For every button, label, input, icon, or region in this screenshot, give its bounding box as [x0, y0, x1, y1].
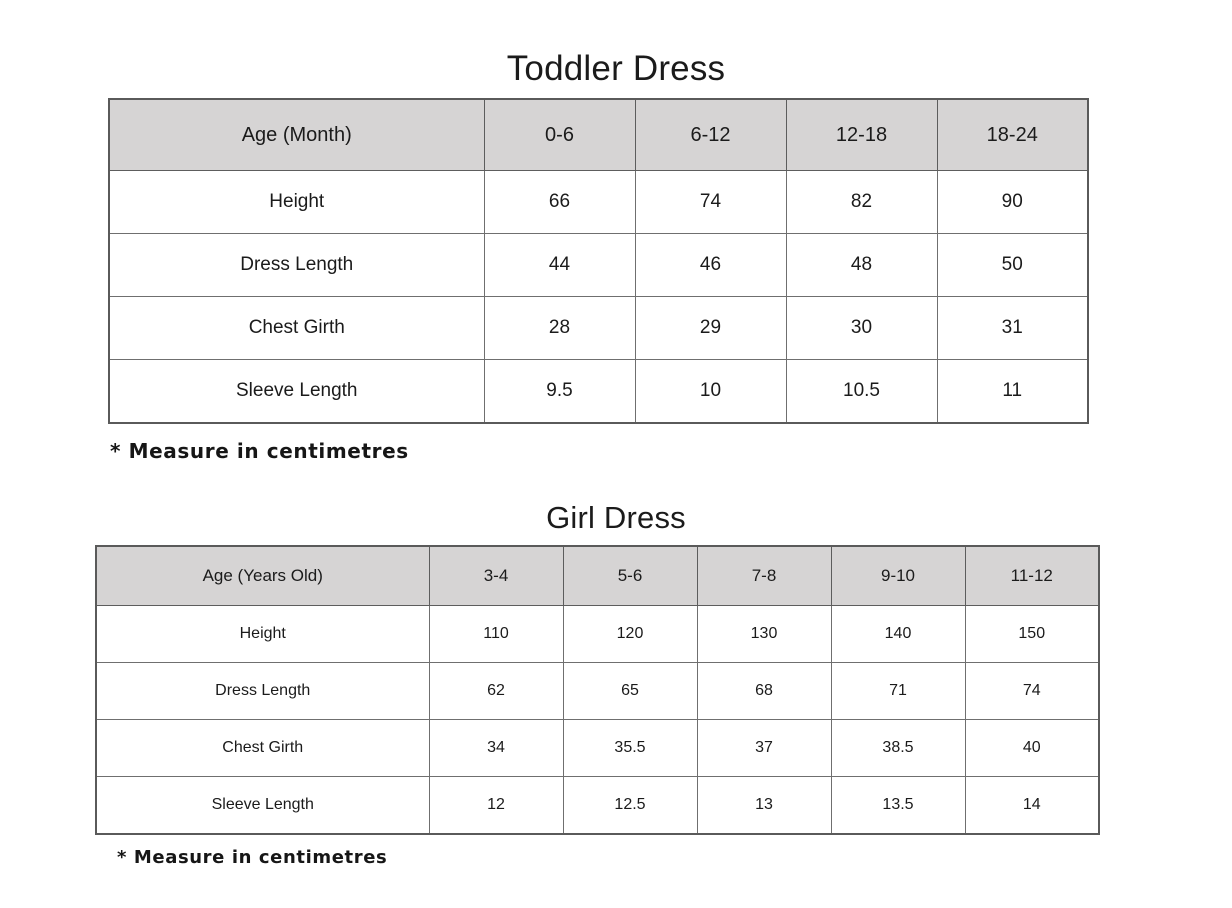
table-cell: 50	[937, 234, 1088, 297]
column-header-18-24: 18-24	[937, 99, 1088, 171]
column-header-9-10: 9-10	[831, 546, 965, 606]
column-header-5-6: 5-6	[563, 546, 697, 606]
table-cell: 9.5	[484, 360, 635, 424]
table-cell: 46	[635, 234, 786, 297]
table-cell: 65	[563, 663, 697, 720]
table-row	[96, 606, 1099, 663]
footnote-toddler-measure-unit: * Measure in centimetres	[110, 439, 409, 463]
toddler-table-head	[109, 99, 1088, 171]
table-row	[96, 720, 1099, 777]
table-cell: 30	[786, 297, 937, 360]
row-label-sleeve-length: Sleeve Length	[96, 777, 429, 835]
table-cell: 74	[965, 663, 1099, 720]
table-cell: 13.5	[831, 777, 965, 835]
table-cell: 29	[635, 297, 786, 360]
table-row	[109, 171, 1088, 234]
table-cell: 34	[429, 720, 563, 777]
toddler-dress-size-table	[108, 98, 1089, 424]
table-cell: 11	[937, 360, 1088, 424]
table-cell: 130	[697, 606, 831, 663]
table-cell: 62	[429, 663, 563, 720]
column-header-6-12: 6-12	[635, 99, 786, 171]
table-cell: 12.5	[563, 777, 697, 835]
page-title-girl-dress: Girl Dress	[546, 500, 686, 535]
table-row	[96, 777, 1099, 835]
row-label-height: Height	[96, 606, 429, 663]
table-cell: 40	[965, 720, 1099, 777]
table-cell: 82	[786, 171, 937, 234]
table-cell: 14	[965, 777, 1099, 835]
table-cell: 48	[786, 234, 937, 297]
row-label-height: Height	[109, 171, 484, 234]
girl-table-head	[96, 546, 1099, 606]
table-cell: 120	[563, 606, 697, 663]
table-cell: 10	[635, 360, 786, 424]
table-cell: 110	[429, 606, 563, 663]
row-label-chest-girth: Chest Girth	[96, 720, 429, 777]
table-cell: 150	[965, 606, 1099, 663]
table-cell: 44	[484, 234, 635, 297]
table-row	[109, 360, 1088, 424]
table-cell: 68	[697, 663, 831, 720]
table-cell: 74	[635, 171, 786, 234]
table-row	[109, 297, 1088, 360]
row-label-chest-girth: Chest Girth	[109, 297, 484, 360]
girl-table-body	[96, 606, 1099, 835]
table-cell: 12	[429, 777, 563, 835]
column-header-3-4: 3-4	[429, 546, 563, 606]
column-header-0-6: 0-6	[484, 99, 635, 171]
toddler-table-body	[109, 171, 1088, 424]
column-header-7-8: 7-8	[697, 546, 831, 606]
footnote-girl-measure-unit: * Measure in centimetres	[117, 847, 388, 868]
table-cell: 28	[484, 297, 635, 360]
column-header-12-18: 12-18	[786, 99, 937, 171]
table-cell: 31	[937, 297, 1088, 360]
table-header-row	[96, 546, 1099, 606]
page-title-toddler-dress: Toddler Dress	[506, 49, 726, 88]
table-cell: 90	[937, 171, 1088, 234]
row-label-sleeve-length: Sleeve Length	[109, 360, 484, 424]
table-header-row	[109, 99, 1088, 171]
table-cell: 71	[831, 663, 965, 720]
table-cell: 66	[484, 171, 635, 234]
table-row	[109, 234, 1088, 297]
table-cell: 38.5	[831, 720, 965, 777]
row-label-dress-length: Dress Length	[96, 663, 429, 720]
table-cell: 37	[697, 720, 831, 777]
girl-dress-size-table	[95, 545, 1100, 835]
table-cell: 35.5	[563, 720, 697, 777]
column-header-11-12: 11-12	[965, 546, 1099, 606]
row-label-dress-length: Dress Length	[109, 234, 484, 297]
table-row	[96, 663, 1099, 720]
table-cell: 13	[697, 777, 831, 835]
column-header-age-years-old: Age (Years Old)	[96, 546, 429, 606]
table-cell: 10.5	[786, 360, 937, 424]
table-cell: 140	[831, 606, 965, 663]
column-header-age-month: Age (Month)	[109, 99, 484, 171]
